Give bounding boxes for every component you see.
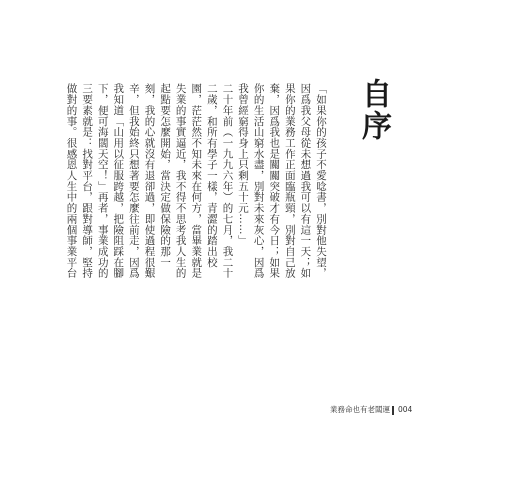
page-number: 004 [398, 405, 413, 414]
opening-quote-paragraph: 「如果你的孩子不愛唸書，別對他失望，因爲我父母從未想過我可以有這一天；如果你的業務工作正面臨瓶頸，別對自己放棄，因爲我也是關關突破才有今日；如果你的生活山窮水盡，別對未來灰心，因爲我曾經窮得身上只剩五十元……」 [237, 83, 327, 279]
body-text [65, 83, 341, 283]
running-footer [0, 404, 520, 418]
chapter-title: 自序 [356, 78, 391, 142]
footer-book-title: 業務命也有老闆運 [330, 405, 390, 414]
story-paragraph: 二十年前（一九九六年）的七月，我二十二歲，和所有學子一樣，青澀的踏出校園，茫茫然不知未來在何方，當畢業就是失業的事實逼近，我不得不思考我人生的起點要怎麼開始，當決定做保險的那一刻，我的心就沒有退卻過，即使過程很艱辛，但我始終只想著要怎麼往前走，因爲我知道「山用以征服跨越，把險阻踩在腳下，便可海闊天空！」再者，事業成功的三要素就是：找對平台，跟對導師，堅持做對的事。很感恩人生中的兩個事業平台 [65, 83, 234, 279]
footer-separator [392, 406, 394, 415]
